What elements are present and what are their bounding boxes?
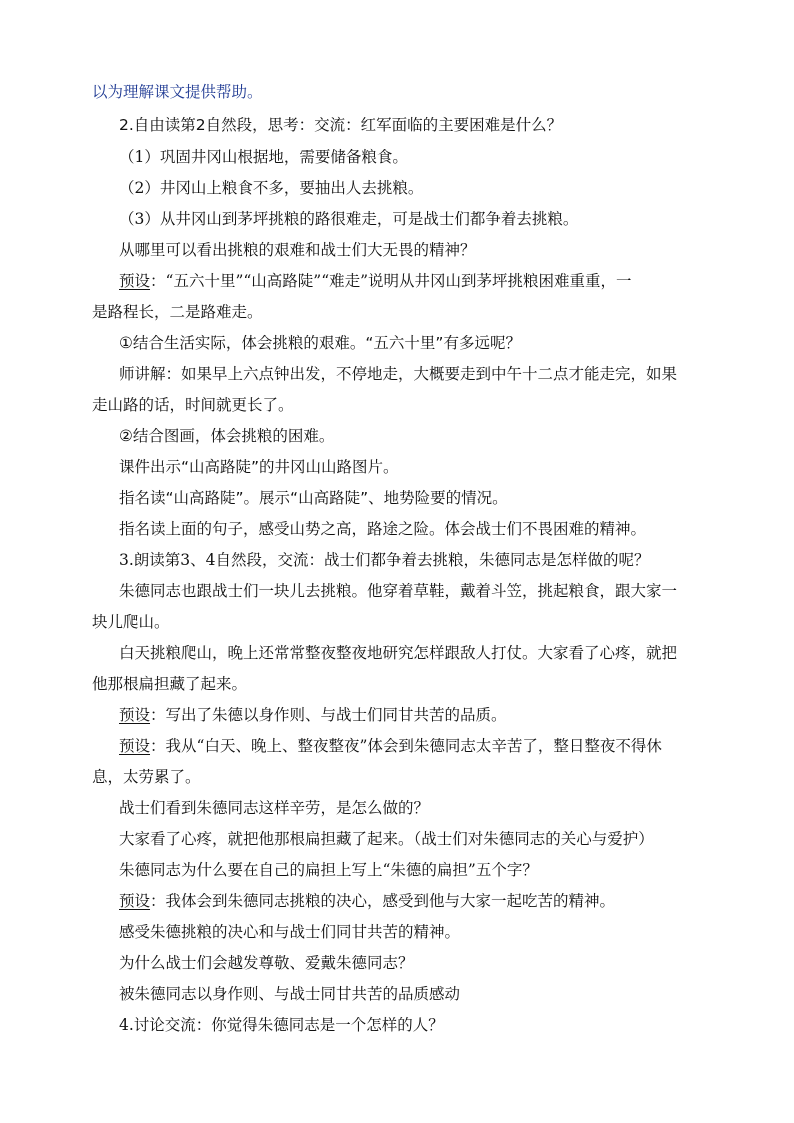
question-3: 3.朗读第3、4自然段，交流：战士们都争着去挑粮，朱德同志是怎样做的呢？: [119, 551, 650, 569]
text-line: 朱德同志也跟战士们一块儿去挑粮。他穿着草鞋，戴着斗笠，挑起粮食，跟大家一: [119, 582, 678, 600]
text-line: 是路程长，二是路难走。: [92, 303, 263, 321]
preset-text: ：写出了朱德以身作则、与战士们同甘共苦的品质。: [150, 706, 507, 724]
text-line: 大家看了心疼，就把他那根扁担藏了起来。（战士们对朱德同志的关心与爱护）: [119, 830, 654, 848]
text-line: ①结合生活实际，体会挑粮的艰难。“五六十里”有多远呢？: [119, 334, 521, 352]
text-line: 为什么战士们会越发尊敬、爱戴朱德同志？: [119, 954, 414, 972]
preset-answer: [119, 736, 662, 756]
preset-text: ：我从“白天、晚上、整夜整夜”体会到朱德同志太辛苦了，整日整夜不得休: [150, 737, 662, 755]
preset-text: ：我体会到朱德同志挑粮的决心，感受到他与大家一起吃苦的精神。: [150, 892, 616, 910]
text-line: 息，太劳累了。: [92, 768, 201, 786]
text-line: 以为理解课文提供帮助。: [92, 83, 263, 101]
text-line: 指名读上面的句子，感受山势之高，路途之险。体会战士们不畏困难的精神。: [119, 520, 647, 538]
text-line: 指名读“山高路陡”。展示“山高路陡”、地势险要的情况。: [119, 489, 508, 507]
text-line: 从哪里可以看出挑粮的艰难和战士们大无畏的精神？: [119, 241, 476, 259]
preset-answer: [119, 705, 507, 725]
list-item: （3）从井冈山到茅坪挑粮的路很难走，可是战士们都争着去挑粮。: [119, 210, 579, 228]
text-line: 走山路的话，时间就更长了。: [92, 396, 294, 414]
text-line: 白天挑粮爬山，晚上还常常整夜整夜地研究怎样跟敌人打仗。大家看了心疼，就把: [119, 644, 678, 662]
text-line: 被朱德同志以身作则、与战士同甘共苦的品质感动: [119, 985, 461, 1003]
preset-label: 预设: [119, 706, 151, 724]
text-line: ②结合图画，体会挑粮的困难。: [119, 427, 335, 445]
preset-text: ：“五六十里”“山高路陡”“难走”说明从井冈山到茅坪挑粮困难重重，一: [150, 272, 632, 290]
preset-label: 预设: [119, 737, 151, 755]
list-item: （1）巩固井冈山根据地，需要储备粮食。: [119, 148, 408, 166]
text-line: 块儿爬山。: [92, 613, 170, 631]
question-2: 2.自由读第2自然段，思考：交流：红军面临的主要困难是什么？: [119, 116, 563, 134]
preset-answer: [119, 891, 615, 911]
text-line: 感受朱德挑粮的决心和与战士们同甘共苦的精神。: [119, 923, 461, 941]
text-line: 课件出示“山高路陡”的井冈山山路图片。: [119, 458, 399, 476]
text-line: 他那根扁担藏了起来。: [92, 675, 248, 693]
list-item: （2）井冈山上粮食不多，要抽出人去挑粮。: [119, 179, 424, 197]
question-4: 4.讨论交流：你觉得朱德同志是一个怎样的人？: [119, 1016, 444, 1034]
text-line: 战士们看到朱德同志这样辛劳，是怎么做的？: [119, 799, 430, 817]
preset-answer: [119, 271, 632, 291]
text-line: 朱德同志为什么要在自己的扁担上写上“朱德的扁担”五个字？: [119, 861, 538, 879]
preset-label: 预设: [119, 892, 151, 910]
text-line: 师讲解：如果早上六点钟出发，不停地走，大概要走到中午十二点才能走完，如果: [119, 365, 678, 383]
preset-label: 预设: [119, 272, 151, 290]
